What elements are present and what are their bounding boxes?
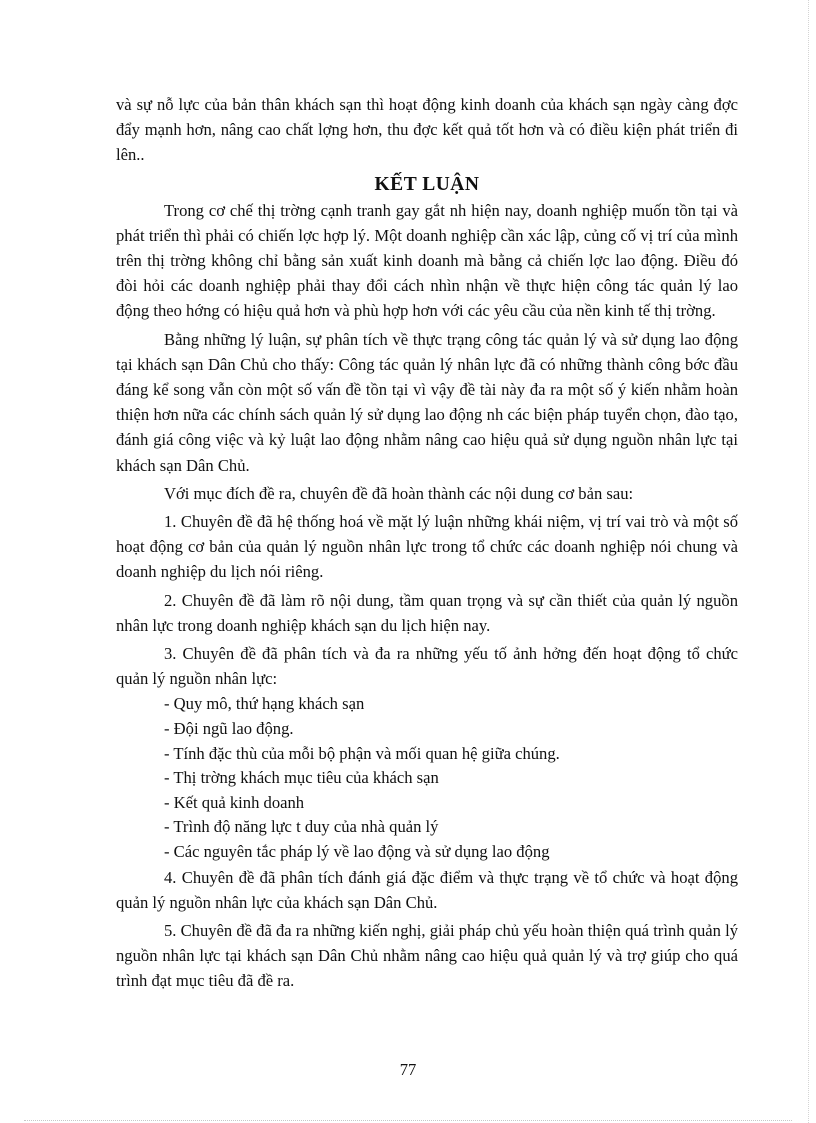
list-item: - Trình độ năng lực t duy của nhà quản lý xyxy=(164,817,439,837)
page-bottom-divider xyxy=(24,1120,792,1121)
point-one: 1. Chuyên đề đã hệ thống hoá về mặt lý luận những khái niệm, vị trí vai trò và một số hoạt động cơ bản của quản lý nguồn nhân lực trong tổ chức các doanh nghiệp nói chung và doanh nghiệp du lịch nói riêng. xyxy=(116,512,738,582)
list-item: - Thị trờng khách mục tiêu của khách sạn xyxy=(164,768,439,788)
page-right-divider xyxy=(808,0,809,1123)
conclusion-heading: KẾT LUẬN xyxy=(374,173,480,195)
paragraph-analysis: Bằng những lý luận, sự phân tích về thực trạng công tác quản lý và sử dụng lao động tại khách sạn Dân Chủ cho thấy: Công tác quản lý nhân lực đã có những thành công bớc đầu đáng kể song vẫn còn một số vấn đề tồn tại vì vậy đề tài này đa ra một số ý kiến nhằm hoàn thiện hơn nữa các chính sách quản lý sử dụng lao động nh các biện pháp tuyển chọn, đào tạo, đánh giá công việc và kỷ luật lao động nhằm nâng cao hiệu quả sử dụng nguồn nhân lực tại khách sạn Dân Chủ. xyxy=(116,329,738,475)
page-number: 77 xyxy=(399,1060,417,1079)
list-item: - Quy mô, thứ hạng khách sạn xyxy=(164,694,365,714)
list-item: - Kết quả kinh doanh xyxy=(164,792,305,812)
paragraph-market-mechanism: Trong cơ chế thị trờng cạnh tranh gay gắt nh hiện nay, doanh nghiệp muốn tồn tại và phát triển thì phải có chiến lợc hợp lý. Một doanh nghiệp cần xác lập, củng cố vị trí của mình trên thị trờng không chỉ bằng sản xuất kinh doanh mà bằng cả chiến lợc lao động. Điều đó đòi hỏi các doanh nghiệp phải thay đổi cách nhìn nhận về thực hiện công tác quản lý lao động theo hớng có hiệu quả hơn và phù hợp hơn với các yêu cầu của nền kinh tế thị trờng. xyxy=(116,200,738,321)
point-five: 5. Chuyên đề đã đa ra những kiến nghị, giải pháp chủ yếu hoàn thiện quá trình quản lý nguồn nhân lực tại khách sạn Dân Chủ nhằm nâng cao hiệu quả quản lý và trợ giúp cho quá trình đạt mục tiêu đã đề ra. xyxy=(116,921,738,991)
list-item: - Tính đặc thù của mỗi bộ phận và mối quan hệ giữa chúng. xyxy=(164,743,560,763)
point-three: 3. Chuyên đề đã phân tích và đa ra những yếu tố ảnh hởng đến hoạt động tổ chức quản lý nguồn nhân lực: xyxy=(116,644,738,689)
point-four: 4. Chuyên đề đã phân tích đánh giá đặc điểm và thực trạng về tổ chức và hoạt động quản lý nguồn nhân lực của khách sạn Dân Chủ. xyxy=(116,867,738,912)
point-two: 2. Chuyên đề đã làm rõ nội dung, tầm quan trọng và sự cần thiết của quản lý nguồn nhân lực trong doanh nghiệp khách sạn du lịch hiện nay. xyxy=(116,590,738,635)
intro-paragraph: và sự nỗ lực của bản thân khách sạn thì hoạt động kinh doanh của khách sạn ngày càng đợc đẩy mạnh hơn, nâng cao chất lợng hơn, thu đợc kết quả tốt hơn và có điều kiện phát triển đi lên.. xyxy=(116,95,738,165)
document-page xyxy=(116,92,738,994)
list-item: - Các nguyên tắc pháp lý về lao động và sử dụng lao động xyxy=(164,842,550,862)
paragraph-purpose: Với mục đích đề ra, chuyên đề đã hoàn thành các nội dung cơ bản sau: xyxy=(164,483,634,503)
list-item: - Đội ngũ lao động. xyxy=(164,719,294,739)
factor-list xyxy=(116,692,738,864)
